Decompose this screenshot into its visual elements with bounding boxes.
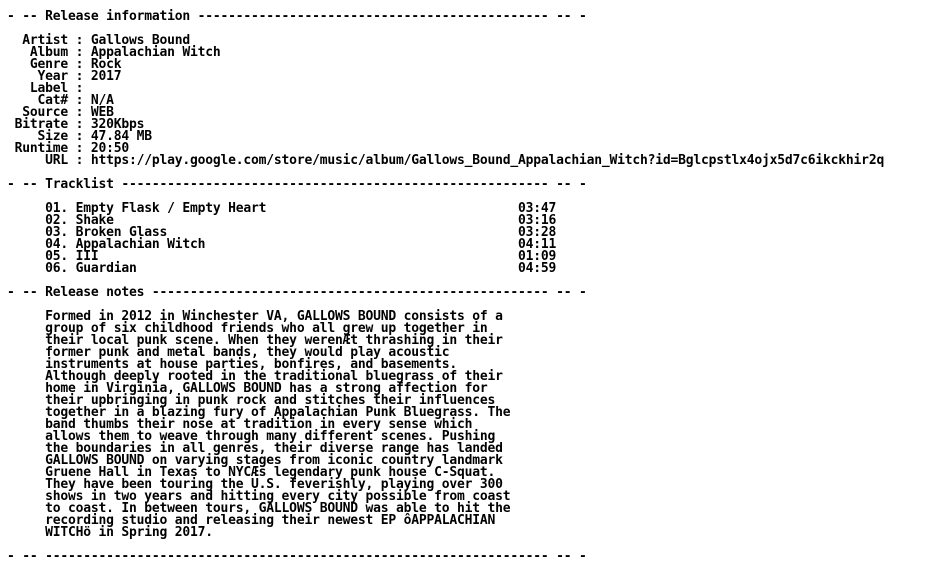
notes-line: band thumbs their nose at tradition in every sense which (7, 417, 473, 432)
info-cat: Cat# : N/A (7, 93, 114, 108)
nfo-document (7, 11, 884, 563)
notes-line: Formed in 2012 in Winchester VA, GALLOWS BOUND consists of a (7, 309, 503, 324)
track-row: 04. Appalachian Witch 04:11 (7, 237, 557, 252)
notes-line: allows them to weave through many different scenes. Pushing (7, 429, 496, 444)
notes-line: Gruene Hall in Texas to NYCÆs legendary punk house C-Squat. (7, 465, 496, 480)
notes-line: instruments at house parties, bonfires, and basements. (7, 357, 457, 372)
info-label: Label : (7, 81, 84, 96)
notes-line: They have been touring the U.S. feverishly, playing over 300 (7, 477, 503, 492)
notes-line: Although deeply rooted in the traditional bluegrass of their (7, 369, 503, 384)
notes-line: the boundaries in all genres, their diverse range has landed (7, 441, 503, 456)
track-row: 02. Shake 03:16 (7, 213, 557, 228)
footer-divider: - -- ------------------------------------------------------------------ -- - (7, 549, 587, 564)
info-bitrate: Bitrate : 320Kbps (7, 117, 145, 132)
notes-line: group of six childhood friends who all grew up together in (7, 321, 488, 336)
notes-line: recording studio and releasing their newest EP ôAPPALACHIAN (7, 513, 496, 528)
info-artist: Artist : Gallows Bound (7, 33, 191, 48)
info-url: URL : https://play.google.com/store/music/album/Gallows_Bound_Appalachian_Witch?id=Bglcpstlx4ojx5d7c6ikckhir2q (7, 153, 885, 168)
notes-line: to coast. In between tours, GALLOWS BOUND was able to hit the (7, 501, 511, 516)
track-row: 03. Broken Glass 03:28 (7, 225, 557, 240)
notes-line: their local punk scene. When they werenÆt thrashing in their (7, 333, 503, 348)
notes-line: together in a blazing fury of Appalachian Punk Bluegrass. The (7, 405, 511, 420)
info-size: Size : 47.84 MB (7, 129, 152, 144)
notes-line: WITCHö in Spring 2017. (7, 525, 213, 540)
notes-line: GALLOWS BOUND on varying stages from iconic country landmark (7, 453, 503, 468)
section-header-release-information: - -- Release information ---------------------------------------------- -- - (7, 9, 587, 24)
track-row: 01. Empty Flask / Empty Heart 03:47 (7, 201, 557, 216)
info-runtime: Runtime : 20:50 (7, 141, 130, 156)
info-year: Year : 2017 (7, 69, 122, 84)
section-header-tracklist: - -- Tracklist -------------------------------------------------------- -- - (7, 177, 587, 192)
info-genre: Genre : Rock (7, 57, 122, 72)
section-header-release-notes: - -- Release notes ---------------------------------------------------- -- - (7, 285, 587, 300)
track-row: 05. III 01:09 (7, 249, 557, 264)
notes-line: home in Virginia, GALLOWS BOUND has a strong affection for (7, 381, 488, 396)
track-row: 06. Guardian 04:59 (7, 261, 557, 276)
notes-line: shows in two years and hitting every city possible from coast (7, 489, 511, 504)
notes-line: former punk and metal bands, they would play acoustic (7, 345, 450, 360)
info-source: Source : WEB (7, 105, 114, 120)
info-album: Album : Appalachian Witch (7, 45, 221, 60)
notes-line: their upbringing in punk rock and stitches their influences (7, 393, 496, 408)
